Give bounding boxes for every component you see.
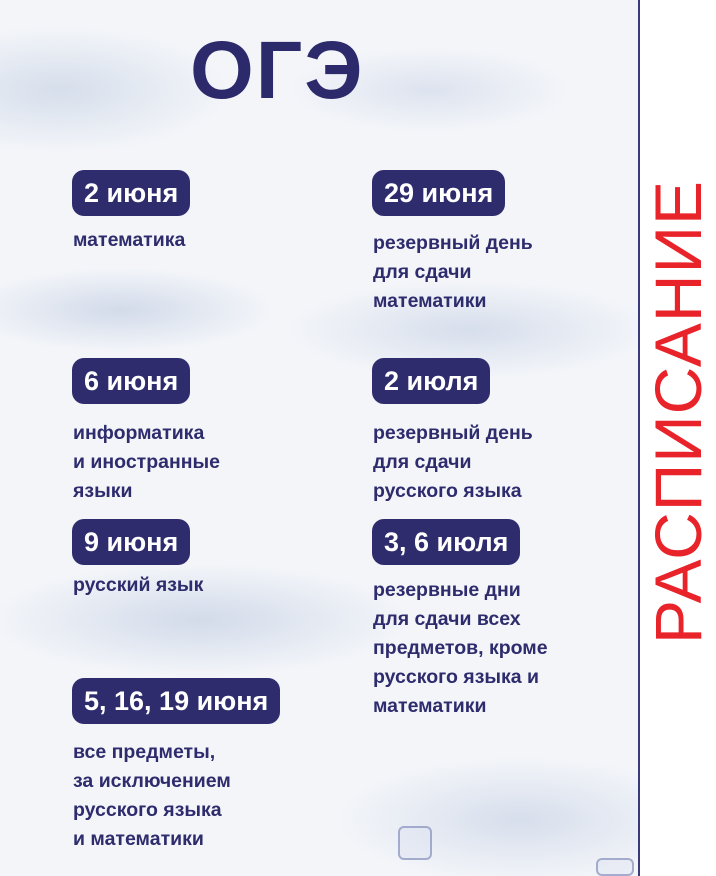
description-line: и математики — [73, 828, 204, 850]
date-badge-9-june: 9 июня — [72, 519, 190, 565]
subject-description — [373, 229, 533, 316]
decorative-square — [596, 858, 634, 876]
description-line: математики — [373, 290, 487, 312]
description-line: за исключением — [73, 770, 231, 792]
description-line: и иностранные — [73, 451, 221, 473]
subject-description — [73, 419, 220, 506]
description-line: русского языка — [373, 480, 522, 502]
description-line: резервный день — [373, 422, 533, 444]
date-badge-6-june: 6 июня — [72, 358, 190, 404]
description-line: предметов, кроме — [373, 637, 548, 659]
description-line: резервный день — [373, 232, 533, 254]
date-badge-2-july: 2 июля — [372, 358, 490, 404]
description-line: языки — [73, 480, 133, 502]
description-line: русского языка и — [373, 666, 540, 688]
oge-logo: ОГЭ — [190, 25, 365, 116]
description-line: для сдачи всех — [373, 608, 521, 630]
description-line: русский язык — [73, 574, 204, 596]
description-line: для сдачи — [373, 261, 472, 283]
decorative-square — [398, 826, 432, 860]
subject-description — [73, 226, 185, 255]
subject-description — [373, 576, 548, 721]
vertical-title: РАСПИСАНИЕ — [641, 179, 716, 645]
description-line: математики — [373, 695, 487, 717]
description-line: русского языка — [73, 799, 222, 821]
description-line: математика — [73, 229, 186, 251]
description-line: все предметы, — [73, 741, 216, 763]
description-line: для сдачи — [373, 451, 472, 473]
date-badge-29-june: 29 июня — [372, 170, 505, 216]
date-badge-2-june: 2 июня — [72, 170, 190, 216]
date-badge-5-16-19-june: 5, 16, 19 июня — [72, 678, 280, 724]
vertical-title-container — [640, 0, 716, 876]
subject-description — [73, 738, 231, 854]
subject-description — [73, 571, 203, 600]
description-line: информатика — [73, 422, 205, 444]
description-line: резервные дни — [373, 579, 521, 601]
subject-description — [373, 419, 533, 506]
date-badge-3-6-july: 3, 6 июля — [372, 519, 520, 565]
